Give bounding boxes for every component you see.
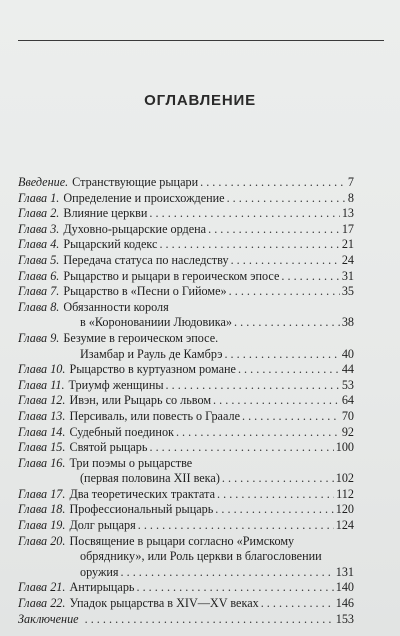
toc-line	[18, 175, 354, 191]
toc-entry-label: Глава 2.	[18, 206, 60, 221]
toc-page-number: 124	[335, 518, 354, 533]
leader-dots	[136, 580, 333, 596]
leader-dots	[208, 222, 340, 238]
toc-entry-label: Глава 11.	[18, 377, 65, 392]
toc-entry-title: Изамбар и Рауль де Камбрэ	[80, 346, 223, 361]
toc-entry-title: Два теоретических трактата	[69, 486, 216, 501]
toc-entry-title: оружия	[80, 564, 119, 579]
toc-entry	[18, 580, 354, 596]
toc-line	[18, 518, 354, 534]
toc-page-number: 7	[347, 175, 354, 189]
toc-line	[18, 440, 354, 456]
toc-entry-label: Глава 10.	[18, 362, 66, 377]
toc-entry-title: Упадок рыцарства в XIV—XV веках	[69, 596, 259, 611]
toc-line	[18, 378, 354, 394]
toc-page-number: 70	[341, 408, 354, 423]
header-rule	[18, 40, 384, 41]
toc-line	[18, 269, 354, 285]
toc-entry-title: Безумие в героическом эпосе.	[63, 330, 219, 345]
toc-page-number: 140	[335, 580, 354, 595]
toc-line	[18, 222, 354, 238]
toc-line	[18, 456, 354, 472]
leader-dots	[222, 471, 334, 487]
toc-page-number: 40	[341, 346, 354, 361]
toc-entry-title: Ивэн, или Рыцарь со львом	[69, 393, 212, 408]
toc-entry	[18, 331, 354, 362]
toc-entry-title: Духовно-рыцарские ордена	[63, 221, 207, 236]
toc-entry-title: (первая половина XII века)	[80, 471, 220, 486]
toc-page-number: 92	[341, 424, 354, 439]
leader-dots	[229, 284, 340, 300]
toc-line	[18, 362, 354, 378]
toc-entry	[18, 425, 354, 441]
leader-dots	[215, 502, 333, 518]
toc-page-number: 24	[341, 252, 354, 267]
toc-page-number: 131	[335, 564, 354, 579]
toc-entry-label: Глава 22.	[18, 596, 66, 611]
toc-page-number: 31	[341, 268, 354, 283]
toc-entry	[18, 284, 354, 300]
toc-entry-title: Рыцарский кодекс	[63, 237, 158, 252]
toc-line	[18, 471, 354, 487]
toc-entry-label: Глава 13.	[18, 408, 66, 423]
toc-entry-title: Рыцарство и рыцари в героическом эпосе	[63, 268, 280, 283]
toc-entry-label: Глава 6.	[18, 268, 60, 283]
leader-dots	[234, 315, 340, 331]
toc-page-number: 53	[341, 377, 354, 392]
toc-page-number: 64	[341, 393, 354, 408]
toc-entry	[18, 362, 354, 378]
toc-entry-label: Глава 17.	[18, 486, 66, 501]
toc-entry-label: Глава 15.	[18, 440, 66, 455]
leader-dots	[159, 237, 339, 253]
toc-line	[18, 191, 354, 207]
toc-entry	[18, 596, 354, 612]
toc-entry	[18, 175, 354, 191]
leader-dots	[149, 440, 333, 456]
toc-entry-title: Судебный поединок	[69, 424, 174, 439]
toc-entry-label: Глава 9.	[18, 330, 60, 345]
toc-entry-title: Странствующие рыцари	[72, 175, 199, 189]
toc-line	[18, 534, 354, 550]
toc-page-number: 38	[341, 315, 354, 330]
toc-entry-title: Триумф женщины	[68, 377, 164, 392]
toc-page-number: 153	[335, 611, 354, 626]
toc-page-number: 21	[341, 237, 354, 252]
toc-page-number: 44	[341, 362, 354, 377]
leader-dots	[176, 425, 340, 441]
toc-line	[18, 300, 354, 316]
toc-page-number: 13	[341, 206, 354, 221]
toc-line	[18, 580, 354, 596]
toc-page-number: 120	[335, 502, 354, 517]
toc-entry	[18, 487, 354, 503]
page-title: ОГЛАВЛЕНИЕ	[144, 92, 256, 109]
toc-entry	[18, 518, 354, 534]
leader-dots	[242, 409, 340, 425]
toc-entry-title: Влияние церкви	[63, 206, 148, 221]
toc-entry-label: Глава 19.	[18, 518, 66, 533]
toc-entry-title: в «Коронованиии Людовика»	[80, 315, 233, 330]
leader-dots	[213, 393, 340, 409]
toc-entry	[18, 534, 354, 581]
leader-dots	[261, 596, 334, 612]
toc-line	[18, 502, 354, 518]
toc-entry-label: Глава 8.	[18, 299, 60, 314]
toc-entry	[18, 456, 354, 487]
leader-dots	[217, 487, 334, 503]
toc-entry-label: Заключение	[18, 611, 79, 626]
toc-entry-title: Святой рыцарь	[69, 440, 148, 455]
toc-entry	[18, 191, 354, 207]
toc-line	[18, 612, 354, 628]
toc-line	[18, 347, 354, 363]
toc-entry-title: Рыцарство в куртуазном романе	[69, 362, 236, 377]
toc-entry-title: Профессиональный рыцарь	[69, 502, 214, 517]
leader-dots	[200, 175, 346, 191]
toc-line	[18, 284, 354, 300]
toc-entry-label: Глава 3.	[18, 221, 60, 236]
toc-entry-title: Рыцарство в «Песни о Гийоме»	[63, 284, 227, 299]
toc-line	[18, 253, 354, 269]
leader-dots	[166, 378, 340, 394]
toc-page-number: 100	[335, 440, 354, 455]
toc-line	[18, 206, 354, 222]
leader-dots	[138, 518, 334, 534]
toc-entry	[18, 237, 354, 253]
toc-entry	[18, 409, 354, 425]
toc-entry-title: Три поэмы о рыцарстве	[69, 455, 193, 470]
toc-line	[18, 393, 354, 409]
toc-entry-title: Определение и происхождение	[63, 190, 225, 205]
toc-entry-title: Персиваль, или повесть о Граале	[69, 408, 240, 423]
toc-entry	[18, 440, 354, 456]
toc-entry	[18, 378, 354, 394]
leader-dots	[224, 347, 339, 363]
toc-entry-label: Глава 16.	[18, 455, 66, 470]
leader-dots	[121, 565, 334, 581]
leader-dots	[85, 612, 334, 628]
toc-entry	[18, 269, 354, 285]
toc-line	[18, 487, 354, 503]
toc-line	[18, 315, 354, 331]
toc-entry-title: Антирыцарь	[69, 580, 135, 595]
table-of-contents	[18, 175, 354, 627]
toc-page-number: 8	[347, 190, 354, 205]
toc-entry	[18, 222, 354, 238]
toc-entry-label: Введение.	[18, 175, 69, 189]
leader-dots	[227, 191, 346, 207]
toc-page-number: 112	[336, 486, 354, 501]
toc-entry-title: Передача статуса по наследству	[63, 252, 229, 267]
toc-entry-title: Долг рыцаря	[69, 518, 136, 533]
toc-entry-label: Глава 4.	[18, 237, 60, 252]
leader-dots	[149, 206, 339, 222]
toc-line	[18, 331, 354, 347]
toc-page-number: 102	[335, 471, 354, 486]
leader-dots	[281, 269, 339, 285]
toc-entry-label: Глава 12.	[18, 393, 66, 408]
toc-line	[18, 409, 354, 425]
toc-line	[18, 596, 354, 612]
toc-entry-title: Обязанности короля	[63, 299, 169, 314]
toc-page-number: 146	[335, 596, 354, 611]
toc-entry	[18, 253, 354, 269]
toc-entry-label: Глава 18.	[18, 502, 66, 517]
toc-page-number: 17	[341, 221, 354, 236]
toc-entry-label: Глава 14.	[18, 424, 66, 439]
toc-entry	[18, 502, 354, 518]
toc-line	[18, 237, 354, 253]
toc-entry	[18, 612, 354, 628]
toc-entry-label: Глава 21.	[18, 580, 66, 595]
toc-entry	[18, 206, 354, 222]
leader-dots	[238, 362, 340, 378]
toc-entry-title: Посвящение в рыцари согласно «Римскому	[69, 533, 295, 548]
toc-entry-label: Глава 7.	[18, 284, 60, 299]
toc-entry-label: Глава 20.	[18, 533, 66, 548]
toc-line	[18, 549, 354, 565]
toc-entry	[18, 393, 354, 409]
toc-entry-title: обряднику», или Роль церкви в благословении	[80, 549, 322, 564]
toc-line	[18, 565, 354, 581]
toc-line	[18, 425, 354, 441]
leader-dots	[231, 253, 340, 269]
toc-entry-label: Глава 1.	[18, 190, 60, 205]
toc-entry	[18, 300, 354, 331]
toc-page-number: 35	[341, 284, 354, 299]
toc-entry-label: Глава 5.	[18, 252, 60, 267]
